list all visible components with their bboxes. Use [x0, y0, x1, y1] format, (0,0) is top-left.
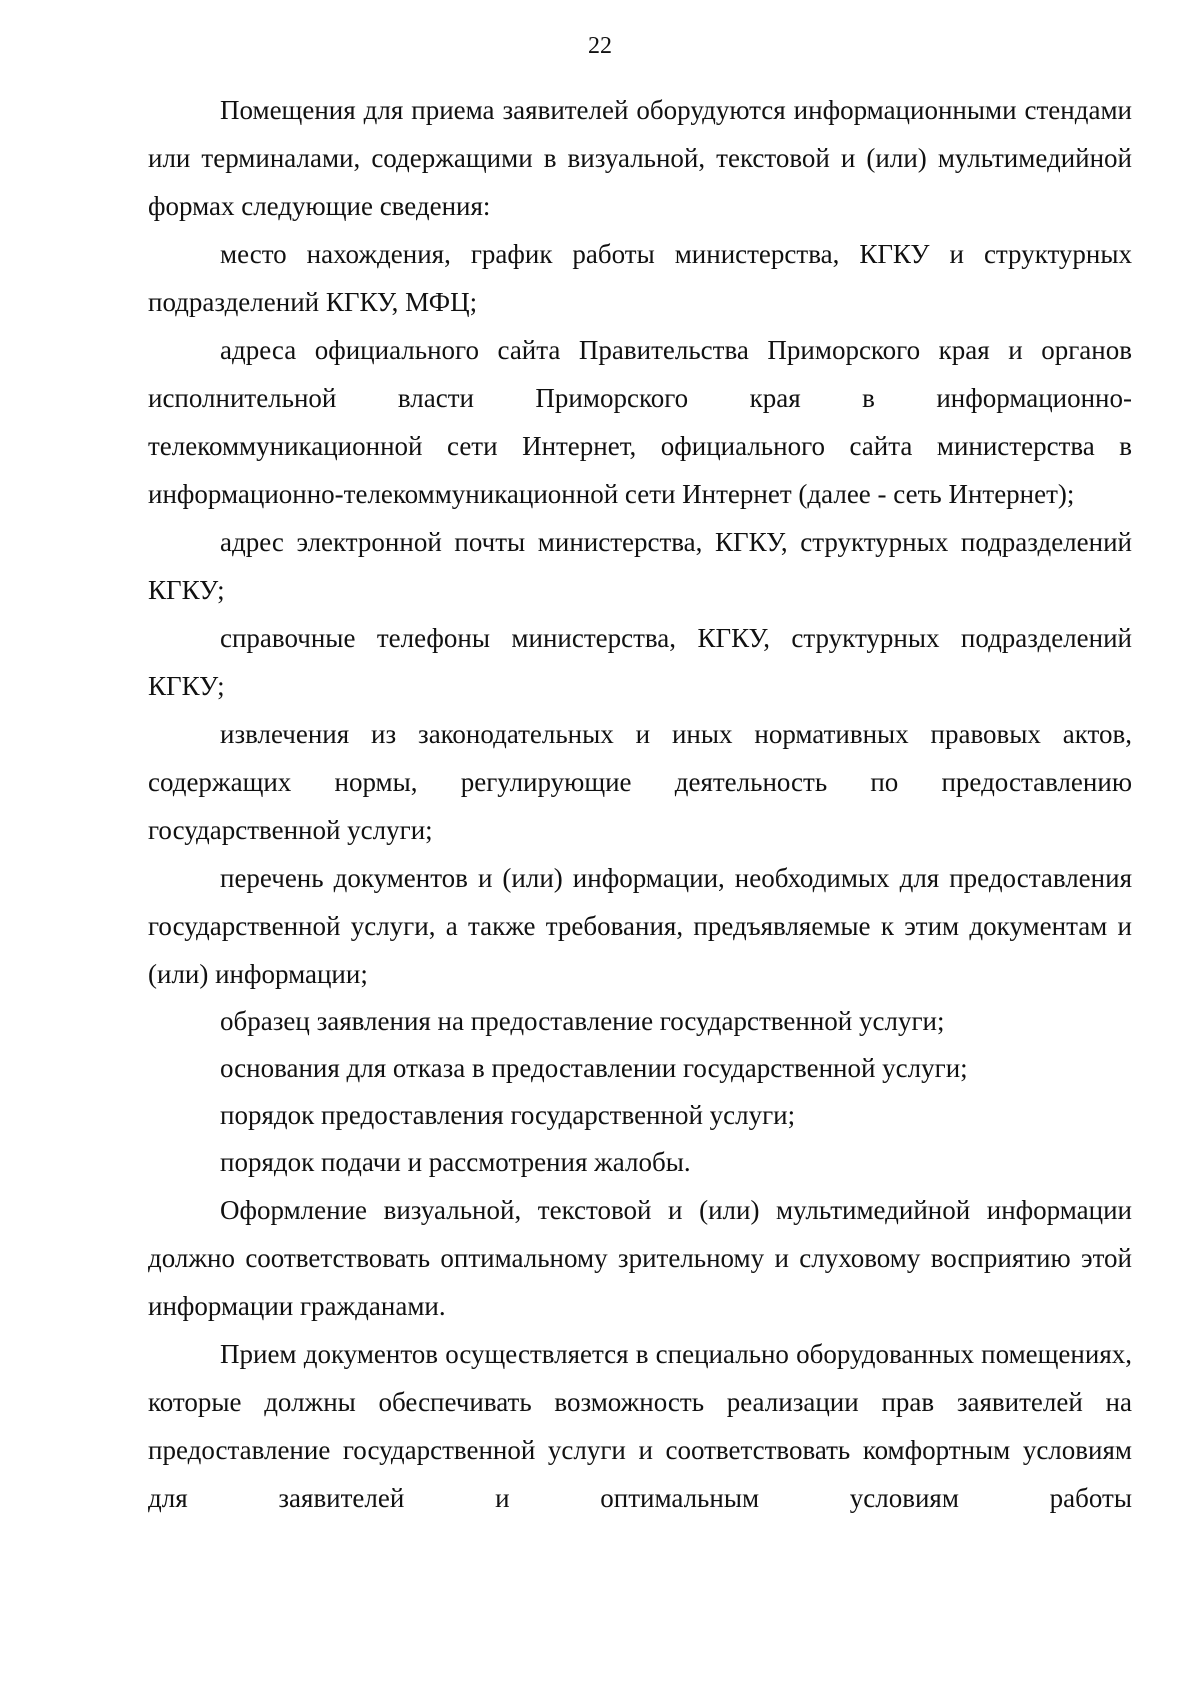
page-number: 22	[588, 33, 612, 59]
paragraph-11: порядок подачи и рассмотрения жалобы.	[220, 1147, 691, 1177]
paragraph-2: место нахождения, график работы министерства, КГКУ и структурных подразделений КГКУ, МФЦ;	[148, 239, 1132, 317]
paragraph-8: образец заявления на предоставление государственной услуги;	[220, 1006, 945, 1036]
paragraph-9: основания для отказа в предоставлении государственной услуги;	[220, 1053, 968, 1083]
paragraph-10: порядок предоставления государственной услуги;	[220, 1100, 796, 1130]
paragraph-7: перечень документов и (или) информации, необходимых для предоставления государственной услуги, а также требования, предъявляемые к этим документам и (или) информации;	[148, 863, 1132, 989]
document-body	[148, 86, 1132, 1522]
paragraph-6: извлечения из законодательных и иных нормативных правовых актов, содержащих нормы, регулирующие деятельность по предоставлению государственной услуги;	[148, 719, 1132, 845]
paragraph-12: Оформление визуальной, текстовой и (или) мультимедийной информации должно соответствовать оптимальному зрительному и слуховому восприятию этой информации гражданами.	[148, 1195, 1132, 1321]
paragraph-4: адрес электронной почты министерства, КГКУ, структурных подразделений КГКУ;	[148, 527, 1132, 605]
paragraph-1: Помещения для приема заявителей оборудуются информационными стендами или терминалами, содержащими в визуальной, текстовой и (или) мультимедийной формах следующие сведения:	[148, 95, 1132, 221]
paragraph-3: адреса официального сайта Правительства Приморского края и органов исполнительной власти Приморского края в информационно-телекоммуникационной сети Интернет, официального сайта министерства в информационно-телекоммуникационной сети Интернет (далее - сеть Интернет);	[148, 335, 1132, 509]
paragraph-5: справочные телефоны министерства, КГКУ, структурных подразделений КГКУ;	[148, 623, 1132, 701]
paragraph-13: Прием документов осуществляется в специально оборудованных помещениях, которые должны обеспечивать возможность реализации прав заявителей на предоставление государственной услуги и соответствовать комфортным условиям для заявителей и оптимальным условиям работы	[148, 1339, 1132, 1513]
